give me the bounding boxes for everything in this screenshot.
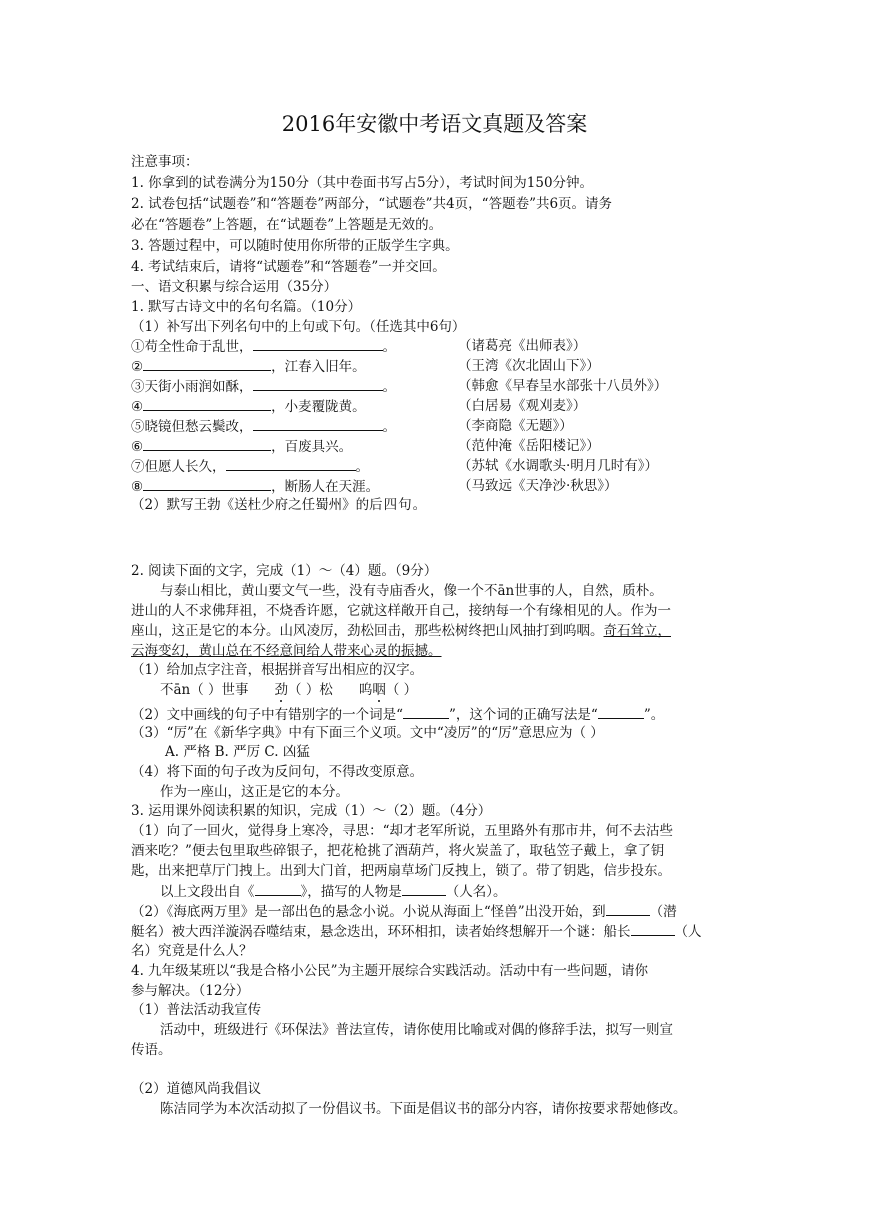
- question-2-sub-4: （4）将下面的句子改为反问句，不得改变原意。: [131, 764, 424, 780]
- question-3-title: 3. 运用课外阅读积累的知识，完成（1）～（2）题。（4分）: [131, 803, 492, 819]
- excerpt-line: 酒来吃？”便去包里取些碎银子，把花枪挑了酒葫芦，将火炭盖了，取毡笠子戴上，拿了钥: [131, 843, 665, 859]
- dotted-char: 劲: [274, 682, 289, 698]
- answer-blank[interactable]: [143, 436, 271, 451]
- recite-source: （王湾《次北固山下》）: [458, 358, 600, 374]
- recite-source: （白居易《观刈麦》）: [458, 398, 587, 414]
- answer-blank[interactable]: [253, 336, 383, 351]
- notice-item: 必在“答题卷”上答题，在“试题卷”上答题是无效的。: [131, 217, 443, 233]
- notice-item: 2. 试卷包括“试题卷”和“答题卷”两部分，“试题卷”共4页，“答题卷”共6页。请务: [131, 196, 613, 212]
- answer-blank[interactable]: [631, 921, 675, 936]
- answer-blank[interactable]: [598, 704, 644, 719]
- answer-options: A. 严格 B. 严厉 C. 凶猛: [165, 744, 310, 760]
- answer-blank[interactable]: [403, 704, 449, 719]
- answer-blank[interactable]: [253, 376, 383, 391]
- question-3-sub-2-cont: 艇名）被大西洋漩涡吞噬结束，悬念迭出，环环相扣，读者始终想解开一个谜：船长 （人: [131, 921, 741, 942]
- question-1-title: 1. 默写古诗文中的名句名篇。（10分）: [131, 299, 362, 315]
- instruction-line: 传语。: [131, 1042, 172, 1058]
- notice-item: 1. 你拿到的试卷满分为150分（其中卷面书写占5分），考试时间为150分钟。: [131, 175, 594, 191]
- passage-line: 进山的人不求佛拜祖，不烧香许愿，它就这样敞开自己，接纳每一个有缘相见的人。作为一: [131, 603, 671, 619]
- recite-line: ①苟全性命于乱世， 。: [131, 336, 741, 357]
- passage-line: 与泰山相比，黄山要文气一些，没有寺庙香火，像一个不ān世事的人，自然，质朴。: [160, 583, 663, 599]
- pinyin-items: 不ān（ ）世事 劲（ ）松 呜咽（ ）: [160, 682, 418, 698]
- answer-blank[interactable]: [143, 476, 271, 491]
- underlined-sentence: 奇石耸立，: [603, 623, 671, 639]
- notice-item: 3. 答题过程中，可以随时使用你所带的正版学生字典。: [131, 238, 459, 254]
- notice-item: 4. 考试结束后，请将“试题卷”和“答题卷”一并交回。: [131, 259, 446, 275]
- section-heading: 一、语文积累与综合运用（35分）: [131, 279, 338, 295]
- page-title: 2016年安徽中考语文真题及答案: [281, 112, 588, 136]
- instruction-line: 活动中，班级进行《环保法》普法宣传，请你使用比喻或对偶的修辞手法，拟写一则宣: [160, 1022, 673, 1038]
- recite-line: ⑦但愿人长久， 。: [131, 456, 741, 477]
- passage-line: [131, 641, 741, 661]
- question-4-sub-1: （1）普法活动我宣传: [131, 1002, 262, 1018]
- question-2-sub-3: （3）“厉”在《新华字典》中有下面三个义项。文中“凌厉”的“厉”意思应为（ ）: [131, 725, 604, 741]
- question-1-sub-1: （1）补写出下列名句中的上句或下句。（任选其中6句）: [131, 319, 466, 335]
- passage-line: 座山，这正是它的本分。山风凌厉，劲松回击，那些松树终把山风抽打到呜咽。奇石耸立，: [131, 623, 671, 639]
- recite-source: （马致远《天净沙·秋思》）: [458, 478, 618, 494]
- question-2-title: 2. 阅读下面的文字，完成（1）～（4）题。（9分）: [131, 563, 438, 579]
- excerpt-line: 匙，出来把草厅门拽上。出到大门首，把两扇草场门反拽上，锁了。带了钥匙，信步投东。: [131, 863, 671, 879]
- question-3-sub-2: （2）《海底两万里》是一部出色的悬念小说。小说从海面上“怪兽”出没开始，到 （潜: [131, 901, 741, 922]
- question-3-sub-1: 以上文段出自《 》，描写的人物是 （人名）。: [160, 881, 770, 902]
- answer-blank[interactable]: [255, 881, 301, 896]
- recite-line: ⑧ ，断肠人在天涯。: [131, 476, 741, 497]
- recite-line: ⑤晓镜但愁云鬓改， 。: [131, 416, 741, 437]
- recite-line: ③天街小雨润如酥， 。: [131, 376, 741, 397]
- recite-source: （李商隐《无题》）: [458, 418, 573, 434]
- recite-line: ④ ，小麦覆陇黄。: [131, 396, 741, 417]
- question-2-sub-2: （2）文中画线的句子中有错别字的一个词是“ ”，这个词的正确写法是“ ”。: [131, 704, 741, 725]
- answer-blank[interactable]: [253, 416, 383, 431]
- answer-blank[interactable]: [402, 881, 446, 896]
- recite-source: （诸葛亮《出师表》）: [458, 338, 587, 354]
- recite-line: ⑥ ，百废具兴。: [131, 436, 741, 457]
- sentence-to-rewrite: 作为一座山，这正是它的本分。: [160, 784, 349, 800]
- answer-blank[interactable]: [143, 356, 271, 371]
- answer-blank[interactable]: [606, 901, 650, 916]
- answer-blank[interactable]: [226, 456, 356, 471]
- recite-source: （苏轼《水调歌头·明月几时有》）: [458, 458, 659, 474]
- question-4-sub-2: （2）道德风尚我倡议: [131, 1081, 262, 1097]
- dotted-char: 咽: [372, 682, 386, 698]
- underlined-sentence: 云海变幻，黄山总在不经意间给人带来心灵的振撼。: [131, 643, 442, 659]
- question-4-title: 4. 九年级某班以“我是合格小公民”为主题开展综合实践活动。活动中有一些问题，请你: [131, 963, 648, 979]
- question-4-title-cont: 参与解决。（12分）: [131, 983, 250, 999]
- answer-blank[interactable]: [143, 396, 271, 411]
- question-3-sub-2-cont: 名）究竟是什么人？: [131, 943, 253, 959]
- excerpt-line: （1）向了一回火，觉得身上寒冷，寻思：“却才老军所说，五里路外有那市井，何不去沽些: [131, 823, 673, 839]
- notice-heading: 注意事项：: [131, 154, 199, 170]
- instruction-line: 陈洁同学为本次活动拟了一份倡议书。下面是倡议书的部分内容，请你按要求帮她修改。: [160, 1101, 687, 1117]
- recite-line: ② ，江春入旧年。: [131, 356, 741, 377]
- question-1-sub-2: （2）默写王勃《送杜少府之任蜀州》的后四句。: [131, 497, 427, 513]
- recite-source: （韩愈《早春呈水部张十八员外》）: [458, 378, 668, 394]
- recite-source: （范仲淹《岳阳楼记》）: [458, 438, 600, 454]
- question-2-sub-1: （1）给加点字注音，根据拼音写出相应的汉字。: [131, 662, 424, 678]
- emphasized-text: 后四句: [369, 497, 413, 513]
